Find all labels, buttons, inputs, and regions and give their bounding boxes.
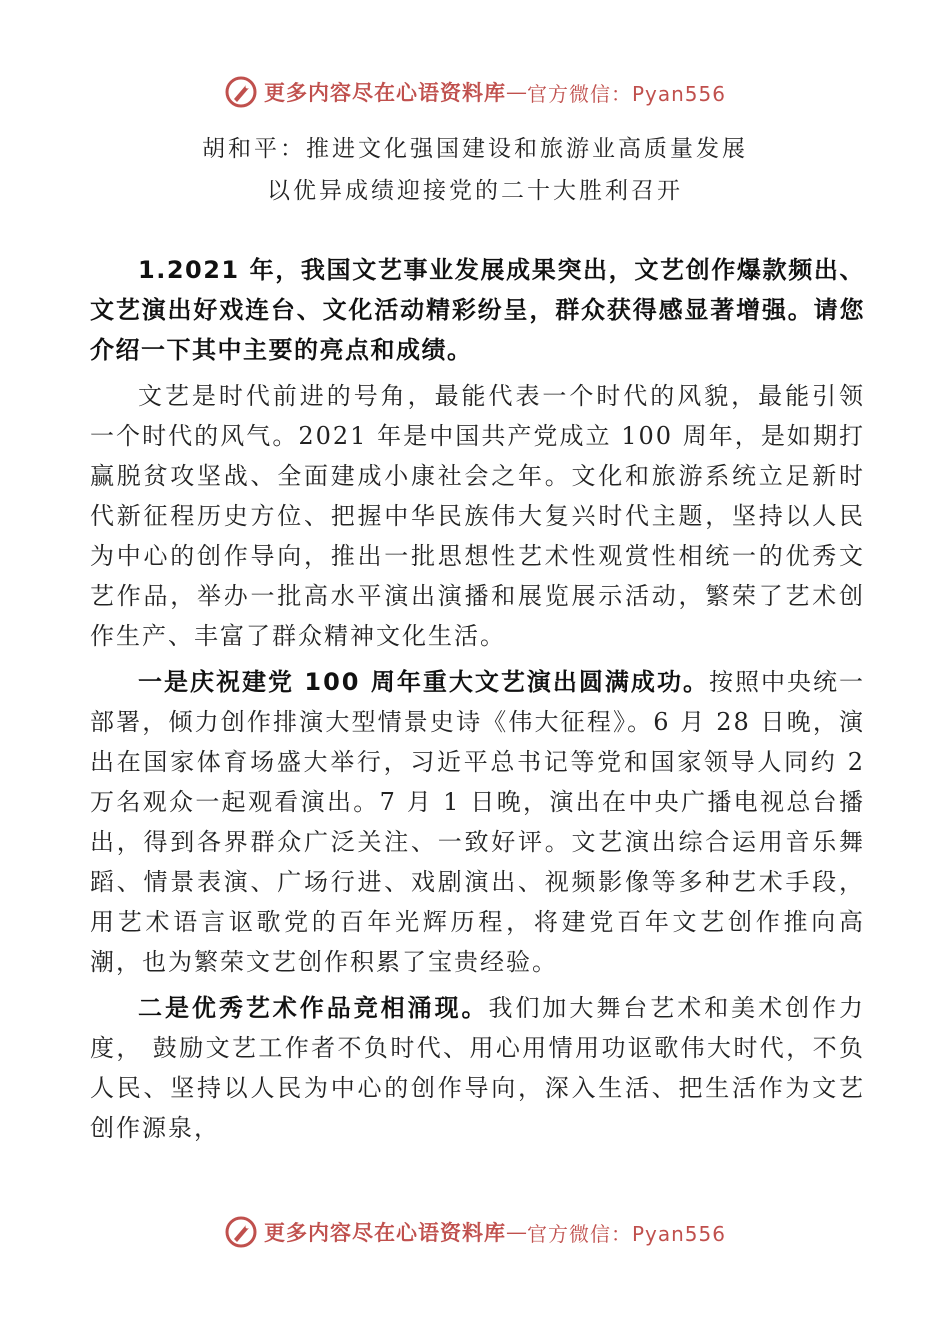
interview-question: 1.2021 年，我国文艺事业发展成果突出，文艺创作爆款频出、文艺演出好戏连台、文化活动精彩纷呈，群众获得感显著增强。请您介绍一下其中主要的亮点和成绩。 [90, 256, 865, 364]
watermark-contact: 官方微信：Pyan556 [526, 81, 726, 106]
pen-nib-logo-icon [224, 1215, 258, 1249]
watermark-separator: — [505, 1220, 527, 1244]
paragraph-lead: 一是庆祝建党 100 周年重大文艺演出圆满成功。 [138, 668, 709, 696]
paragraph-lead: 二是优秀艺术作品竞相涌现。 [138, 994, 489, 1022]
paragraph-text: 文艺是时代前进的号角，最能代表一个时代的风貌，最能引领一个时代的风气。2021 年是中国共产党成立 100 周年，是如期打赢脱贫攻坚战、全面建成小康社会之年。文化和旅游系统立足新时代新征程历史方位、把握中华民族伟大复兴时代主题，坚持以人民为中心的创作导向，推出一批思想性艺术性观赏性相统一的优秀文艺作品，举办一批高水平演出演播和展览展示活动，繁荣了艺术创作生产、丰富了群众精神文化生活。 [90, 382, 865, 650]
watermark-text: 更多内容尽在心语资料库 [263, 80, 506, 105]
pen-nib-logo-icon [224, 75, 258, 109]
paragraph-text: 按照中央统一部署，倾力创作排演大型情景史诗《伟大征程》。6 月 28 日晚，演出在国家体育场盛大举行，习近平总书记等党和国家领导人同约 2 万名观众一起观看演出。7 月 1 日晚，演出在中央广播电视总台播出，得到各界群众广泛关注、一致好评。文艺演出综合运用音乐舞蹈、情景表演、广场行进、戏剧演出、视频影像等多种艺术手段，用艺术语言讴歌党的百年光辉历程，将建党百年文艺创作推向高潮，也为繁荣文艺创作积累了宝贵经验。 [90, 668, 866, 976]
footer-watermark [0, 1212, 950, 1252]
watermark-contact: 官方微信：Pyan556 [526, 1221, 726, 1246]
paragraph-intro [90, 376, 865, 656]
watermark-text: 更多内容尽在心语资料库 [263, 1220, 506, 1245]
header-watermark [0, 72, 950, 112]
paragraph-point-2 [90, 988, 865, 1148]
document-title-line-1: 胡和平：推进文化强国建设和旅游业高质量发展 [202, 136, 748, 162]
watermark-separator: — [505, 80, 527, 104]
paragraph-point-1 [90, 662, 865, 982]
document-body [90, 250, 865, 1148]
paragraph-text: 我们加大舞台艺术和美术创作力度， 鼓励文艺工作者不负时代、用心用情用功讴歌伟大时代，不负人民、坚持以人民为中心的创作导向，深入生活、把生活作为文艺创作源泉， [90, 994, 865, 1142]
document-title-line-2: 以优异成绩迎接党的二十大胜利召开 [267, 178, 683, 204]
